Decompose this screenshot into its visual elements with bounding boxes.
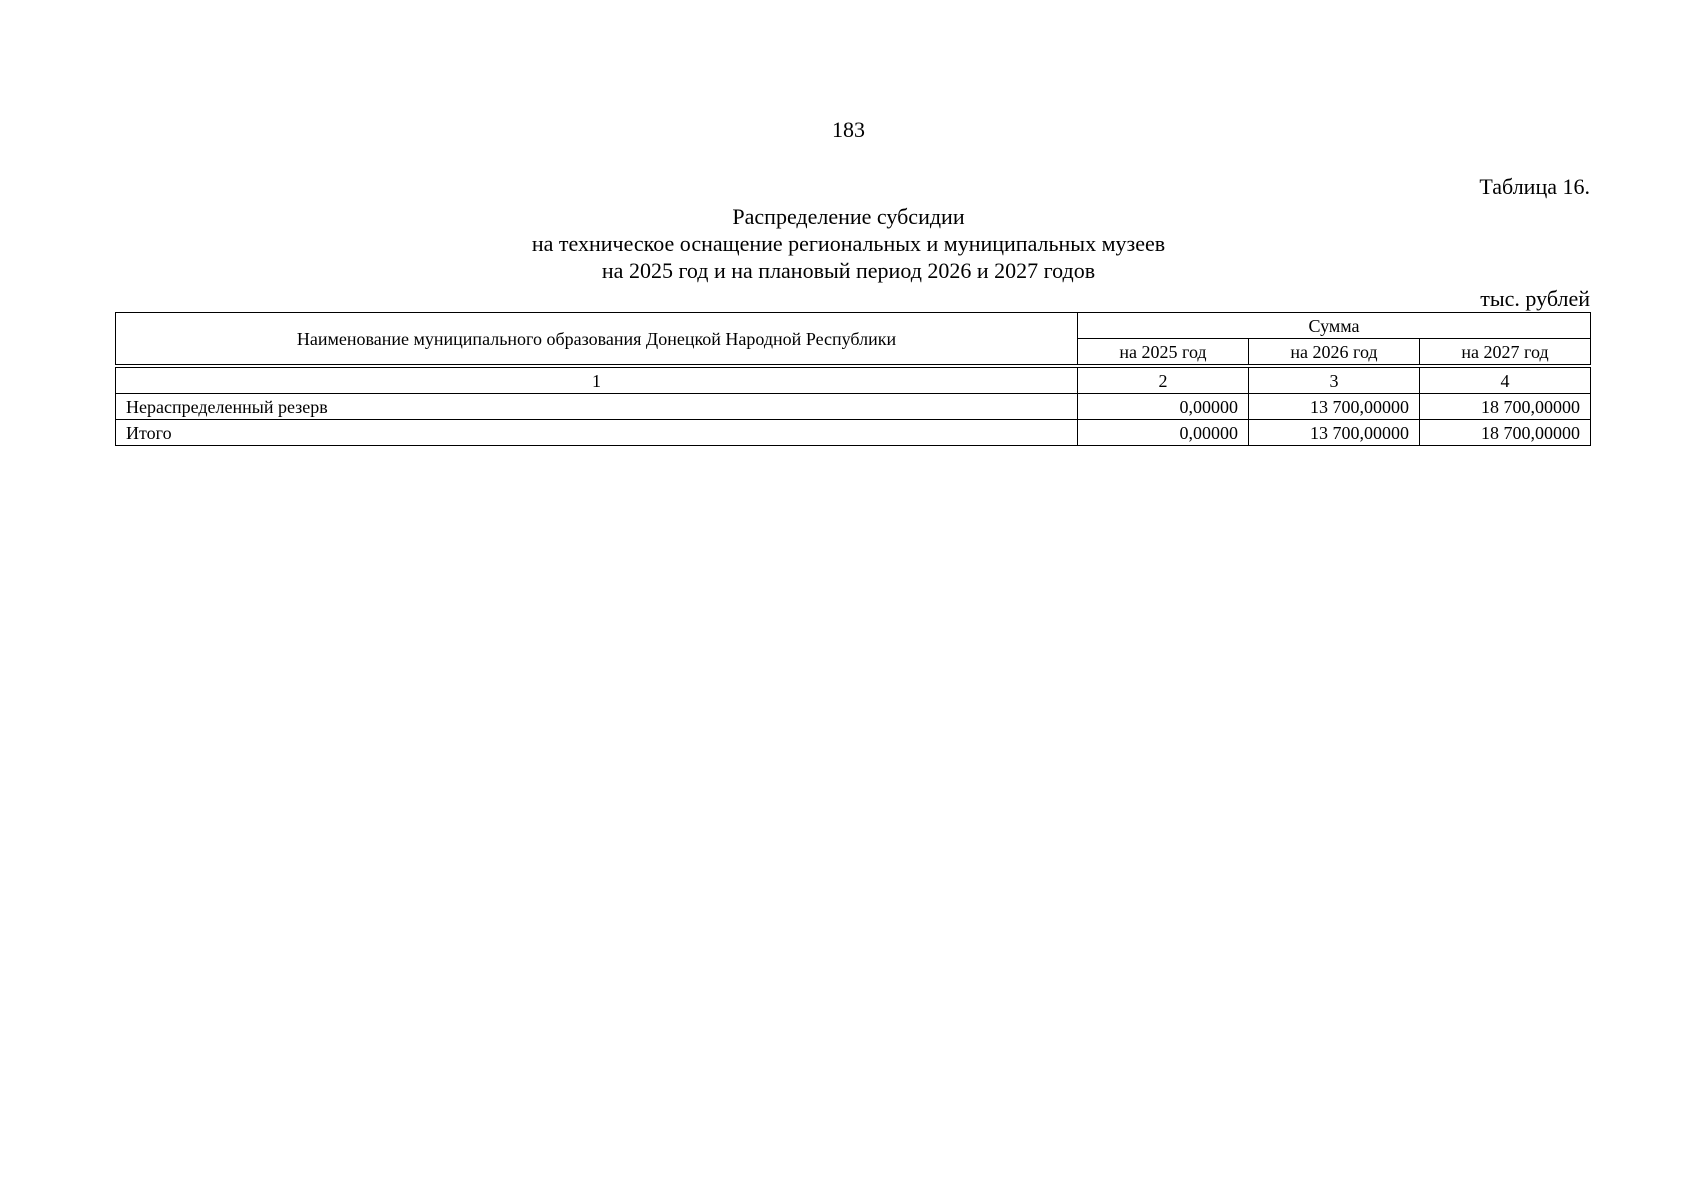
header-year-2027: на 2027 год <box>1420 339 1591 365</box>
column-number: 2 <box>1078 368 1249 394</box>
document-title <box>0 203 1697 284</box>
value-2027: 18 700,00000 <box>1420 394 1591 420</box>
value-2026: 13 700,00000 <box>1249 420 1420 446</box>
subsidy-table <box>115 312 1591 446</box>
header-year-2025: на 2025 год <box>1078 339 1249 365</box>
column-number: 3 <box>1249 368 1420 394</box>
table-label: Таблица 16. <box>1479 174 1590 199</box>
value-2025: 0,00000 <box>1078 394 1249 420</box>
units-label: тыс. рублей <box>1480 286 1590 311</box>
header-sum-group: Сумма <box>1078 313 1591 339</box>
table-row-total <box>116 420 1591 446</box>
column-number-row <box>116 368 1591 394</box>
title-line-2: на техническое оснащение региональных и муниципальных музеев <box>531 231 1166 256</box>
column-number: 4 <box>1420 368 1591 394</box>
value-2027: 18 700,00000 <box>1420 420 1591 446</box>
page-number: 183 <box>832 117 865 142</box>
row-name: Нераспределенный резерв <box>116 394 1078 420</box>
row-name: Итого <box>116 420 1078 446</box>
title-line-1: Распределение субсидии <box>732 204 965 229</box>
header-name-column: Наименование муниципального образования Донецкой Народной Республики <box>116 313 1078 365</box>
value-2026: 13 700,00000 <box>1249 394 1420 420</box>
value-2025: 0,00000 <box>1078 420 1249 446</box>
title-line-3: на 2025 год и на плановый период 2026 и 2027 годов <box>601 258 1096 283</box>
header-row-1 <box>116 313 1591 339</box>
header-year-2026: на 2026 год <box>1249 339 1420 365</box>
column-number: 1 <box>116 368 1078 394</box>
table-row <box>116 394 1591 420</box>
